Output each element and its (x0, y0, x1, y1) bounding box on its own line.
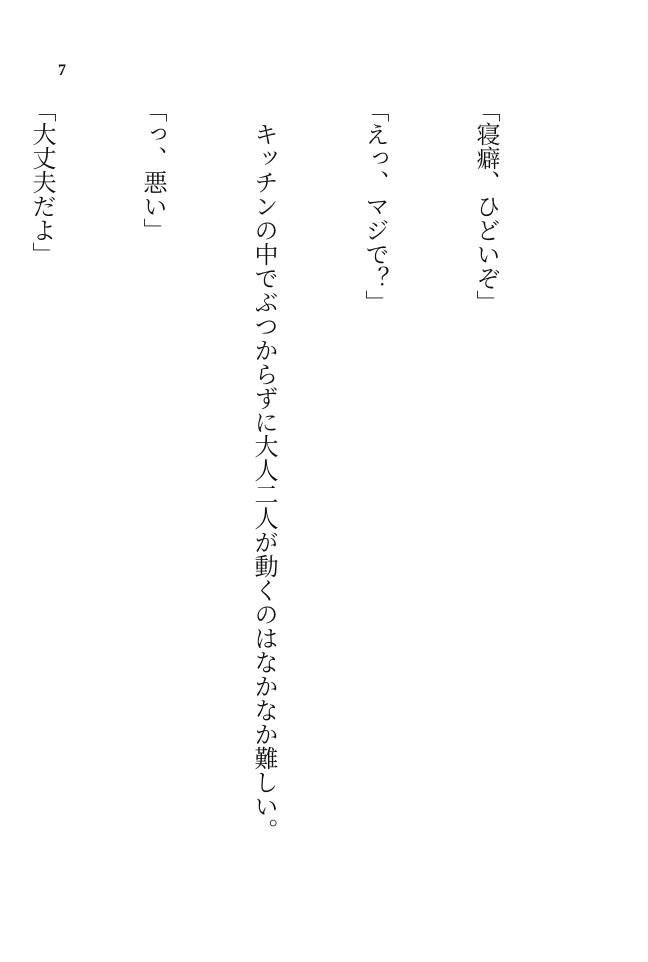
page-number: 7 (58, 62, 66, 79)
text-line: 「寝癖、ひどいぞ」 (472, 98, 500, 314)
text-line: 「大丈夫だよ」 (28, 98, 56, 266)
novel-body-text (0, 98, 578, 842)
text-line: 「っ、悪い」 (139, 98, 167, 242)
text-line: 「えっ、マジで？」 (361, 98, 389, 314)
text-line: キッチンの中でぶつからずに大人二人が動くのはなかなか難しい。 (250, 98, 278, 842)
